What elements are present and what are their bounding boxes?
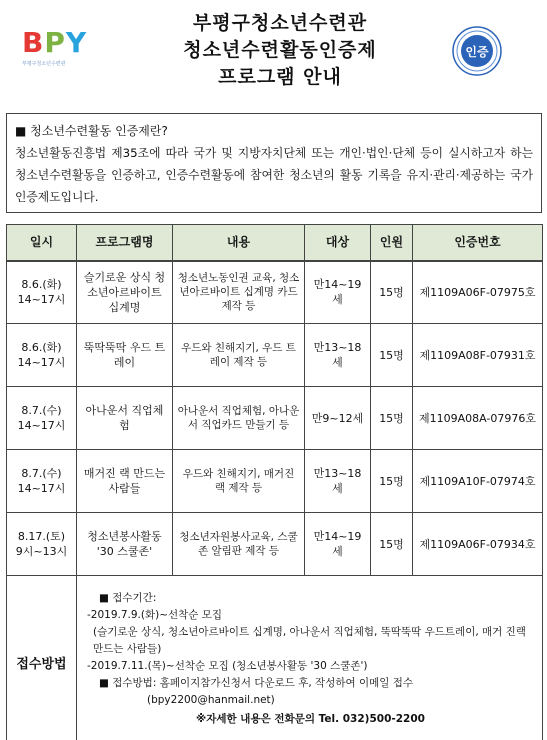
cell-target: 만13~18세: [305, 450, 371, 513]
cell-content: 우드와 친해지기, 우드 트레이 제작 등: [173, 324, 305, 387]
cell-date: 8.7.(수): [21, 404, 62, 417]
cell-target: 만14~19세: [305, 513, 371, 576]
bpy-logo-letters: BPY: [22, 26, 88, 59]
cell-date: 8.6.(화): [21, 341, 62, 354]
cell-people: 15명: [371, 450, 413, 513]
cell-program: 청소년봉사활동 '30 스쿨존': [77, 513, 173, 576]
cell-datetime: [7, 513, 77, 576]
cell-people: 15명: [371, 261, 413, 324]
cell-content: 아나운서 직업체험, 아나운서 직업카드 만들기 등: [173, 387, 305, 450]
program-table: [6, 224, 543, 740]
header-cert: 인증번호: [413, 225, 543, 261]
table-row: [7, 324, 543, 387]
title-line-1: 부평구청소년수련관: [192, 12, 368, 34]
cell-time: 14~17시: [17, 356, 66, 369]
cell-date: 8.7.(수): [21, 467, 62, 480]
cell-people: 15명: [371, 387, 413, 450]
cell-program: 뚝딱뚝딱 우드 트레이: [77, 324, 173, 387]
bpy-logo: [22, 28, 92, 76]
cell-cert: 제1109A08A-07976호: [413, 387, 543, 450]
cell-people: 15명: [371, 513, 413, 576]
header-date: 일시: [7, 225, 77, 261]
header-people: 인원: [371, 225, 413, 261]
intro-box: [6, 113, 542, 213]
header-target: 대상: [305, 225, 371, 261]
reception-period-label: ■ 접수기간:: [99, 592, 157, 604]
reception-row: [7, 576, 543, 740]
header-program: 프로그램명: [77, 225, 173, 261]
cell-program: 아나운서 직업체험: [77, 387, 173, 450]
cell-content: 우드와 친해지기, 매거진 랙 제작 등: [173, 450, 305, 513]
title-line-3: 프로그램 안내: [218, 66, 342, 88]
cell-time: 14~17시: [17, 293, 66, 307]
table-row: [7, 387, 543, 450]
reception-email: (bpy2200@hanmail.net): [147, 694, 275, 706]
reception-contact: ※자세한 내용은 전화문의 Tel. 032)500-2200: [196, 713, 425, 725]
cell-cert: 제1109A06F-07934호: [413, 513, 543, 576]
table-row: [7, 450, 543, 513]
cell-date: 8.6.(화): [21, 278, 62, 292]
cell-target: 만13~18세: [305, 324, 371, 387]
cell-datetime: [7, 387, 77, 450]
cell-time: 14~17시: [17, 482, 66, 495]
cell-cert: 제1109A06F-07975호: [413, 261, 543, 324]
svg-text:인증: 인증: [465, 45, 489, 59]
table-header-row: [7, 225, 543, 261]
reception-period-1-programs: (슬기로운 상식, 청소년아르바이트 십계명, 아나운서 직업체험, 뚝딱뚝딱 우드트레이, 매거 진랙 만드는 사람들): [93, 626, 526, 655]
cell-program: 매거진 랙 만드는 사람들: [77, 450, 173, 513]
cell-cert: 제1109A10F-07974호: [413, 450, 543, 513]
intro-body: 청소년활동진흥법 제35조에 따라 국가 및 지방자치단체 또는 개인·법인·단체 등이 실시하고자 하는 청소년수련활동을 인증하고, 인증수련활동에 참여한 청소년의 활동 기록을 유지·관리·제공하는 국가 인증제도입니다.: [15, 146, 533, 204]
title-line-2: 청소년수련활동인증제: [183, 39, 377, 61]
reception-details: [77, 576, 543, 740]
intro-question: ■ 청소년수련활동 인증제란?: [15, 124, 168, 138]
cell-target: 만9~12세: [305, 387, 371, 450]
reception-method: ■ 접수방법: 홈페이지참가신청서 다운로드 후, 작성하여 이메일 접수: [99, 677, 414, 689]
reception-period-2: -2019.7.11.(목)~선착순 모집 (청소년봉사활동 '30 스쿨존'): [87, 660, 368, 672]
cell-time: 14~17시: [17, 419, 66, 432]
page-header: [0, 0, 547, 100]
reception-period-1: -2019.7.9.(화)~선착순 모집: [87, 609, 223, 621]
table-row: [7, 261, 543, 324]
cell-cert: 제1109A08F-07931호: [413, 324, 543, 387]
cell-date: 8.17.(토): [17, 530, 66, 543]
cell-datetime: [7, 324, 77, 387]
cell-program: 슬기로운 상식 청소년아르바이트 십계명: [77, 261, 173, 324]
table-row: [7, 513, 543, 576]
reception-label: 접수방법: [7, 576, 77, 740]
cell-content: 청소년노동인권 교육, 청소년아르바이트 십계명 카드 제작 등: [173, 261, 305, 324]
cell-time: 9시~13시: [15, 545, 68, 558]
cell-datetime: [7, 450, 77, 513]
cell-people: 15명: [371, 324, 413, 387]
cell-content: 청소년자원봉사교육, 스쿨존 알림판 제작 등: [173, 513, 305, 576]
header-content: 내용: [173, 225, 305, 261]
bpy-logo-subtitle: 부평구청소년수련관: [22, 61, 66, 67]
cell-datetime: [7, 261, 77, 324]
page-title: [120, 10, 440, 91]
certification-seal-icon: [452, 26, 502, 76]
cell-target: 만14~19세: [305, 261, 371, 324]
